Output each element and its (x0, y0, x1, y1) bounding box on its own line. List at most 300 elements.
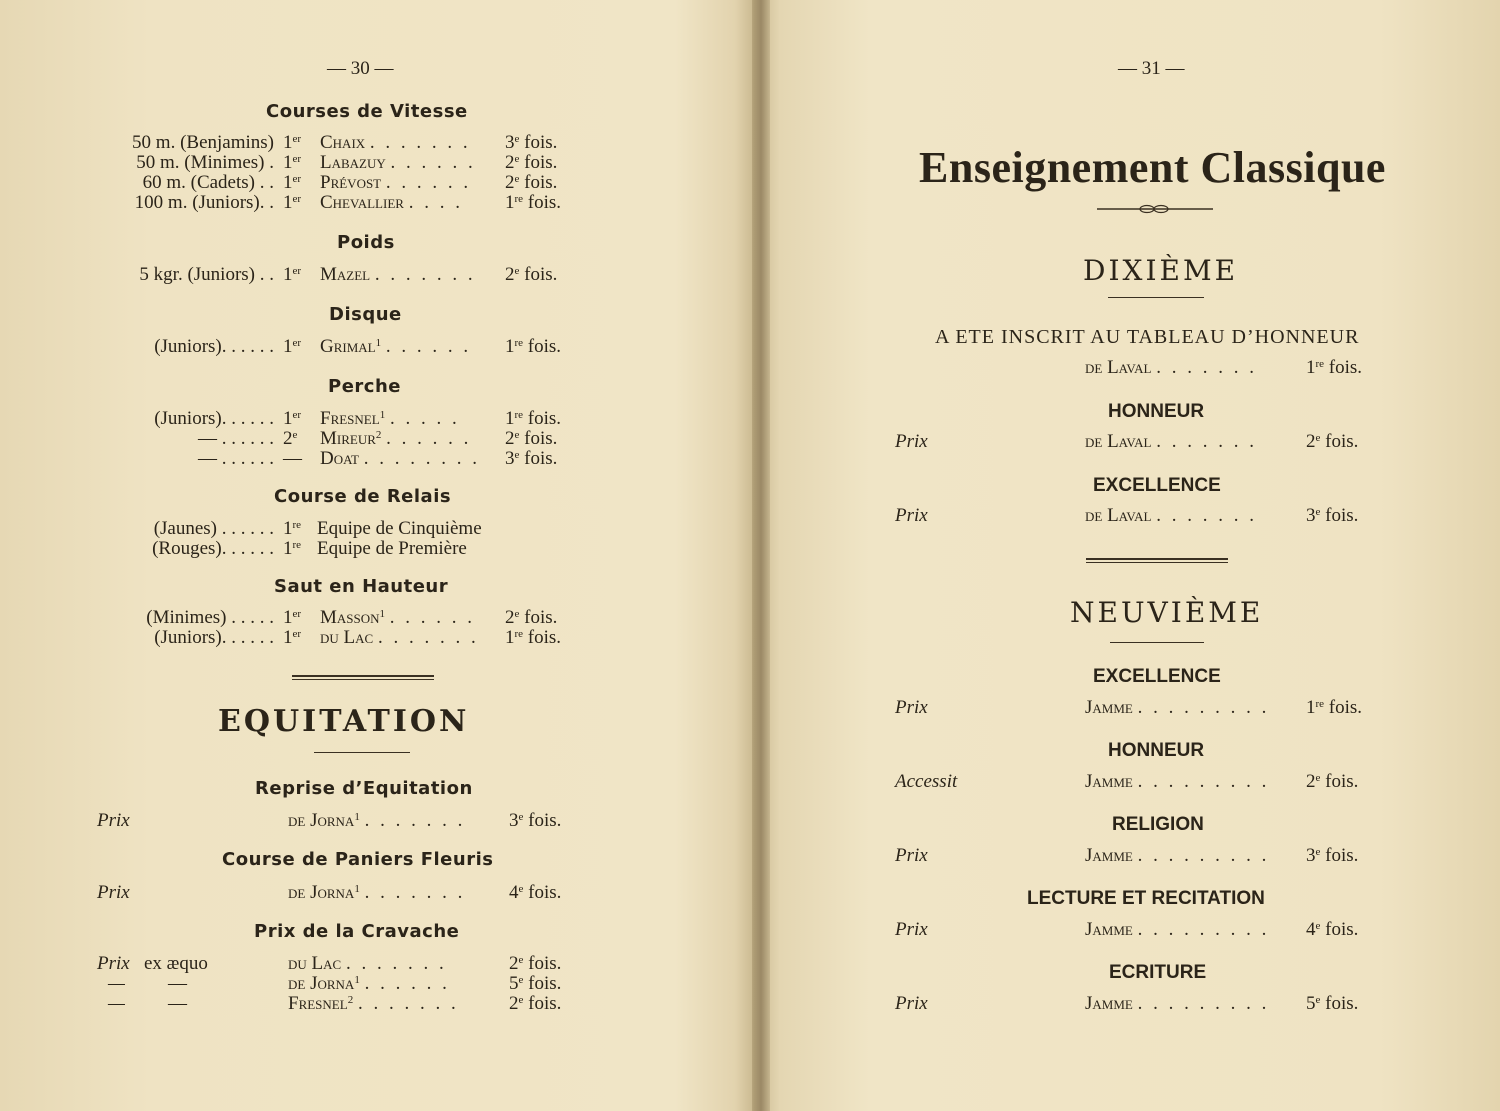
times-count: 1re (505, 627, 524, 648)
times-cell (509, 953, 561, 975)
category-label: (Juniors). . . . . . (154, 336, 274, 357)
entrant-name-text: de Jorna (288, 973, 355, 994)
section-heading: EXCELLENCE (1093, 666, 1221, 687)
result-row (0, 518, 740, 539)
entrant-name-text: Fresnel (320, 408, 380, 429)
times-count-sup: e (1315, 772, 1321, 784)
leader-dots: . . . . . . . . . (1137, 919, 1270, 940)
page-number-right: — 31 — (1118, 58, 1185, 79)
award-label: — (108, 993, 125, 1014)
times-count-sup: e (514, 133, 520, 145)
category-label: 50 m. (Benjamins) (132, 132, 274, 153)
category-label: 5 kgr. (Juniors) . . (139, 264, 274, 285)
times-count-sup: re (514, 337, 524, 349)
rank-cell (283, 627, 301, 649)
leader-dots: . . . . . . . . (363, 448, 480, 469)
category-label: — . . . . . . (198, 448, 274, 469)
rank-sup: er (292, 153, 302, 165)
award-row (0, 973, 740, 994)
times-cell (505, 264, 557, 286)
heading-hauteur: Saut en Hauteur (274, 576, 449, 597)
entrant-cell (320, 172, 471, 194)
times-cell (505, 172, 557, 194)
result-row (0, 132, 740, 153)
times-count-sup: e (1315, 994, 1321, 1006)
award-label: Prix (895, 431, 928, 452)
award-row (770, 505, 1490, 526)
award-extra: — (168, 993, 187, 1014)
leader-dots: . . . . . . (364, 973, 450, 994)
award-label: Prix (895, 993, 928, 1014)
category-label: (Minimes) . . . . . (146, 607, 274, 628)
divider-double-right-bottom (1086, 562, 1228, 563)
leader-dots: . . . . . . . (357, 993, 459, 1014)
leader-dots: . . . . . . . (369, 132, 471, 153)
times-cell (509, 882, 561, 904)
team-label: Equipe de Cinquième (317, 518, 482, 539)
enseignement-title: Enseignement Classique (919, 143, 1386, 192)
category-label: (Juniors). . . . . . (154, 627, 274, 648)
entrant-name (1085, 845, 1269, 866)
times-cell (505, 448, 557, 470)
entrant-name-text: Grimal (320, 336, 376, 357)
entrant-cell (1085, 845, 1269, 867)
footnote-mark: 2 (375, 429, 382, 441)
section-heading: HONNEUR (1108, 740, 1205, 761)
times-count-sup: re (514, 628, 524, 640)
award-label: Prix (97, 953, 130, 974)
entrant-name-text: du Lac (288, 953, 342, 974)
times-count: 1re (505, 336, 524, 357)
rank: 1re (283, 538, 302, 559)
fois-label: fois. (527, 408, 562, 429)
entrant-name-text: de Laval (1085, 357, 1152, 378)
entrant-cell (1085, 357, 1257, 379)
times-count: 2e (509, 953, 524, 974)
times-count: 3e (505, 448, 520, 469)
entrant-cell (320, 428, 471, 450)
times-count-sup: e (514, 153, 520, 165)
times-cell (509, 993, 561, 1015)
entrant-cell (320, 336, 471, 358)
times-count-sup: e (1315, 846, 1321, 858)
times-count-sup: e (1315, 432, 1321, 444)
entrant-cell (288, 973, 450, 995)
leader-dots: . . . . . . . (1156, 505, 1257, 526)
times-count-sup: e (514, 265, 520, 277)
divider-double-right-top (1086, 558, 1228, 560)
rank: 1er (283, 408, 302, 429)
times-count-sup: re (1315, 358, 1325, 370)
result-row (0, 172, 740, 193)
heading-poids: Poids (337, 232, 395, 253)
entrant-name (1085, 505, 1257, 526)
times-count-sup: e (514, 449, 520, 461)
result-row (0, 336, 740, 357)
dixieme-underline (1108, 297, 1204, 298)
times-count: 3e (1306, 845, 1321, 866)
fois-label: fois. (524, 428, 558, 449)
result-row (0, 264, 740, 285)
rank-cell (283, 428, 297, 450)
rank-cell (283, 408, 301, 430)
entrant-cell (320, 408, 460, 430)
divider-double-bottom (292, 679, 434, 680)
entrant-name-text: Chevallier (320, 192, 404, 213)
rank-cell (283, 264, 301, 286)
category-label: 50 m. (Minimes) . (136, 152, 274, 173)
times-cell (505, 132, 557, 154)
entrant-cell (320, 448, 480, 470)
times-cell (1306, 697, 1362, 719)
times-count-sup: e (1315, 920, 1321, 932)
entrant-name (288, 810, 465, 831)
entrant-name-text: de Laval (1085, 505, 1152, 526)
award-row (770, 431, 1490, 452)
leader-dots: . . . . . . . (1156, 431, 1257, 452)
times-cell (1306, 357, 1362, 379)
rank: 1er (283, 336, 302, 357)
award-label: Prix (895, 919, 928, 940)
heading-relais: Course de Relais (274, 486, 452, 507)
category-label: — . . . . . . (198, 428, 274, 449)
entrant-name-text: de Jorna (288, 882, 355, 903)
entrant-cell (288, 810, 465, 832)
leader-dots: . . . . . . (386, 428, 472, 449)
fois-label: fois. (1328, 357, 1363, 378)
equitation-underline (314, 752, 410, 753)
award-extra: — (168, 973, 187, 994)
fois-label: fois. (528, 973, 562, 994)
times-count: 4e (1306, 919, 1321, 940)
result-row (0, 448, 740, 469)
entrant-name-text: Jamme (1085, 845, 1133, 866)
times-count: 2e (505, 607, 520, 628)
fois-label: fois. (524, 448, 558, 469)
leader-dots: . . . . . . (385, 172, 472, 193)
heading-paniers: Course de Paniers Fleuris (222, 849, 494, 870)
award-row (0, 810, 740, 831)
rank-sup: er (292, 133, 302, 145)
entrant-name-text: Chaix (320, 132, 366, 153)
result-row (0, 538, 740, 559)
section-heading: LECTURE ET RECITATION (1027, 888, 1265, 909)
leader-dots: . . . . . . (389, 607, 476, 628)
fois-label: fois. (527, 336, 562, 357)
entrant-name-text: de Laval (1085, 431, 1152, 452)
award-label: — (108, 973, 125, 994)
times-count-sup: e (518, 883, 524, 895)
entrant-cell (1085, 431, 1257, 453)
category-label: 100 m. (Juniors). . (134, 192, 274, 213)
leader-dots: . . . . . . . (364, 810, 466, 831)
footnote-mark: 1 (354, 974, 360, 986)
fois-label: fois. (1325, 919, 1359, 940)
entrant-name (320, 264, 476, 285)
entrant-cell (1085, 697, 1269, 719)
times-count-sup: e (518, 994, 524, 1006)
times-count: 1re (1306, 697, 1325, 718)
entrant-name (288, 953, 447, 974)
rank: 1er (283, 152, 302, 173)
footnote-mark: 1 (379, 409, 386, 421)
times-cell (505, 428, 557, 450)
entrant-cell (1085, 505, 1257, 527)
leader-dots: . . . . . . . (374, 264, 476, 285)
team-label: Equipe de Première (317, 538, 467, 559)
times-cell (1306, 771, 1358, 793)
award-label: Prix (97, 882, 130, 903)
entrant-name (320, 192, 463, 213)
dixieme-title: DIXIÈME (1083, 254, 1239, 287)
times-cell (505, 192, 561, 214)
result-row (0, 627, 740, 648)
award-row (770, 697, 1490, 718)
times-count-sup: e (514, 608, 520, 620)
leader-dots: . . . . . (389, 408, 460, 429)
fois-label: fois. (524, 264, 558, 285)
result-row (0, 428, 740, 449)
heading-reprise: Reprise d’Equitation (255, 778, 473, 799)
result-row (0, 152, 740, 173)
award-label: Prix (895, 845, 928, 866)
entrant-name-text: Masson (320, 607, 380, 628)
category-label: (Juniors). . . . . . (154, 408, 274, 429)
entrant-name-text: Jamme (1085, 697, 1133, 718)
times-count-sup: e (1315, 506, 1321, 518)
times-count-sup: re (514, 193, 524, 205)
times-count: 1re (505, 408, 524, 429)
rank-sup: e (292, 429, 298, 441)
entrant-name (288, 993, 459, 1014)
leader-dots: . . . . . . (390, 152, 476, 173)
times-count-sup: re (514, 409, 524, 421)
times-count: 2e (1306, 431, 1321, 452)
times-cell (1306, 431, 1358, 453)
rank-sup: er (292, 337, 302, 349)
times-count-sup: e (518, 954, 524, 966)
section-heading: ECRITURE (1109, 962, 1207, 983)
times-count-sup: e (518, 974, 524, 986)
heading-perche: Perche (328, 376, 401, 397)
entrant-cell (320, 627, 479, 649)
times-count-sup: e (514, 429, 520, 441)
neuvieme-underline (1110, 642, 1204, 643)
heading-cravache: Prix de la Cravache (254, 921, 460, 942)
award-row (0, 953, 740, 974)
entrant-cell (320, 192, 463, 214)
rank: 2e (283, 428, 298, 449)
fois-label: fois. (527, 192, 562, 213)
entrant-name (1085, 431, 1257, 452)
ornament-flourish-icon (1095, 202, 1215, 216)
award-label: Prix (895, 505, 928, 526)
times-count: 2e (509, 993, 524, 1014)
category-label: 60 m. (Cadets) . . (142, 172, 274, 193)
entrant-name (320, 408, 460, 429)
times-cell (505, 336, 561, 358)
entrant-name (1085, 919, 1269, 940)
award-label: Prix (895, 697, 928, 718)
rank-cell (283, 607, 301, 629)
fois-label: fois. (528, 882, 562, 903)
rank-cell (283, 518, 301, 540)
rank: 1er (283, 627, 302, 648)
times-cell (509, 810, 561, 832)
footnote-mark: 2 (347, 994, 354, 1006)
category-label: (Jaunes) . . . . . . (153, 518, 274, 539)
entrant-cell (288, 882, 465, 904)
award-row (770, 845, 1490, 866)
section-heading: HONNEUR (1108, 401, 1205, 422)
fois-label: fois. (528, 993, 562, 1014)
tableau-honneur-text: A ETE INSCRIT AU TABLEAU D’HONNEUR (935, 326, 1360, 348)
entrant-cell (1085, 919, 1269, 941)
result-row (0, 408, 740, 429)
award-row (770, 357, 1490, 378)
award-row (770, 771, 1490, 792)
entrant-name (320, 627, 479, 648)
times-count-sup: re (1315, 698, 1325, 710)
times-count: 5e (1306, 993, 1321, 1014)
times-count: 2e (505, 264, 520, 285)
entrant-name-text: de Jorna (288, 810, 355, 831)
right-page (770, 0, 1500, 1111)
award-label: Prix (97, 810, 130, 831)
entrant-name (320, 152, 476, 173)
heading-disque: Disque (329, 304, 402, 325)
equitation-title: EQUITATION (218, 704, 470, 739)
entrant-name-text: Labazuy (320, 152, 386, 173)
leader-dots: . . . . (408, 192, 463, 213)
times-count: 5e (509, 973, 524, 994)
fois-label: fois. (1328, 697, 1363, 718)
entrant-cell (288, 993, 459, 1015)
entrant-cell (320, 152, 476, 174)
rank-sup: er (292, 265, 302, 277)
rank: 1er (283, 607, 302, 628)
rank-sup: re (292, 519, 302, 531)
rank-sup: er (292, 409, 302, 421)
entrant-name (320, 336, 471, 357)
rank-sup: er (292, 193, 302, 205)
entrant-name (320, 172, 471, 193)
rank: 1re (283, 518, 302, 539)
entrant-cell (288, 953, 447, 975)
entrant-name-text: Mireur (320, 428, 376, 449)
entrant-name (1085, 771, 1269, 792)
footnote-mark: 1 (379, 608, 386, 620)
leader-dots: . . . . . . (385, 336, 472, 357)
award-label: Accessit (895, 771, 958, 792)
entrant-name (1085, 357, 1257, 378)
times-count-sup: e (518, 811, 524, 823)
entrant-name (1085, 993, 1269, 1014)
fois-label: fois. (1325, 771, 1359, 792)
award-row (770, 919, 1490, 940)
entrant-name-text: Mazel (320, 264, 371, 285)
times-count: 2e (1306, 771, 1321, 792)
award-row (0, 993, 740, 1014)
times-cell (505, 607, 557, 629)
entrant-name-text: Fresnel (288, 993, 348, 1014)
rank-cell (283, 336, 301, 358)
footnote-mark: 1 (354, 883, 360, 895)
neuvieme-title: NEUVIÈME (1070, 596, 1264, 629)
times-count: 1re (505, 192, 524, 213)
entrant-name (288, 973, 450, 994)
times-cell (1306, 505, 1358, 527)
times-cell (505, 627, 561, 649)
rank: 1er (283, 132, 302, 153)
times-cell (505, 152, 557, 174)
entrant-name-text: du Lac (320, 627, 374, 648)
times-cell (1306, 993, 1358, 1015)
rank-sup: er (292, 628, 302, 640)
times-count-sup: e (514, 173, 520, 185)
section-heading: EXCELLENCE (1093, 475, 1221, 496)
entrant-name (320, 448, 480, 469)
fois-label: fois. (527, 627, 562, 648)
entrant-name (1085, 697, 1269, 718)
entrant-cell (1085, 771, 1269, 793)
rank: — (283, 448, 302, 469)
entrant-cell (1085, 993, 1269, 1015)
times-cell (1306, 845, 1358, 867)
fois-label: fois. (1325, 845, 1359, 866)
rank-cell (283, 132, 301, 154)
category-label: (Rouges). . . . . . (152, 538, 274, 559)
entrant-name-text: Jamme (1085, 919, 1133, 940)
award-row (0, 882, 740, 903)
entrant-cell (320, 264, 476, 286)
fois-label: fois. (528, 810, 562, 831)
divider-double-top (292, 675, 434, 677)
rank-cell (283, 192, 301, 214)
rank: 1er (283, 264, 302, 285)
rank-sup: re (292, 539, 302, 551)
leader-dots: . . . . . . . (364, 882, 466, 903)
award-row (770, 993, 1490, 1014)
fois-label: fois. (524, 172, 558, 193)
times-cell (1306, 919, 1358, 941)
footnote-mark: 1 (375, 337, 382, 349)
leader-dots: . . . . . . . (1156, 357, 1257, 378)
fois-label: fois. (524, 607, 558, 628)
entrant-name-text: Doat (320, 448, 359, 469)
leader-dots: . . . . . . . . . (1137, 845, 1270, 866)
rank-cell (283, 152, 301, 174)
entrant-name (320, 607, 475, 628)
times-count: 4e (509, 882, 524, 903)
entrant-name-text: Jamme (1085, 771, 1133, 792)
footnote-mark: 1 (354, 811, 360, 823)
times-count: 2e (505, 428, 520, 449)
fois-label: fois. (1325, 993, 1359, 1014)
result-row (0, 607, 740, 628)
rank-sup: er (292, 173, 302, 185)
times-count: 3e (505, 132, 520, 153)
section-heading: RELIGION (1112, 814, 1204, 835)
leader-dots: . . . . . . . (377, 627, 479, 648)
times-count: 3e (509, 810, 524, 831)
times-count: 2e (505, 152, 520, 173)
leader-dots: . . . . . . . . . (1137, 993, 1270, 1014)
fois-label: fois. (528, 953, 562, 974)
entrant-name (320, 132, 471, 153)
entrant-cell (320, 132, 471, 154)
heading-vitesse: Courses de Vitesse (266, 101, 468, 122)
